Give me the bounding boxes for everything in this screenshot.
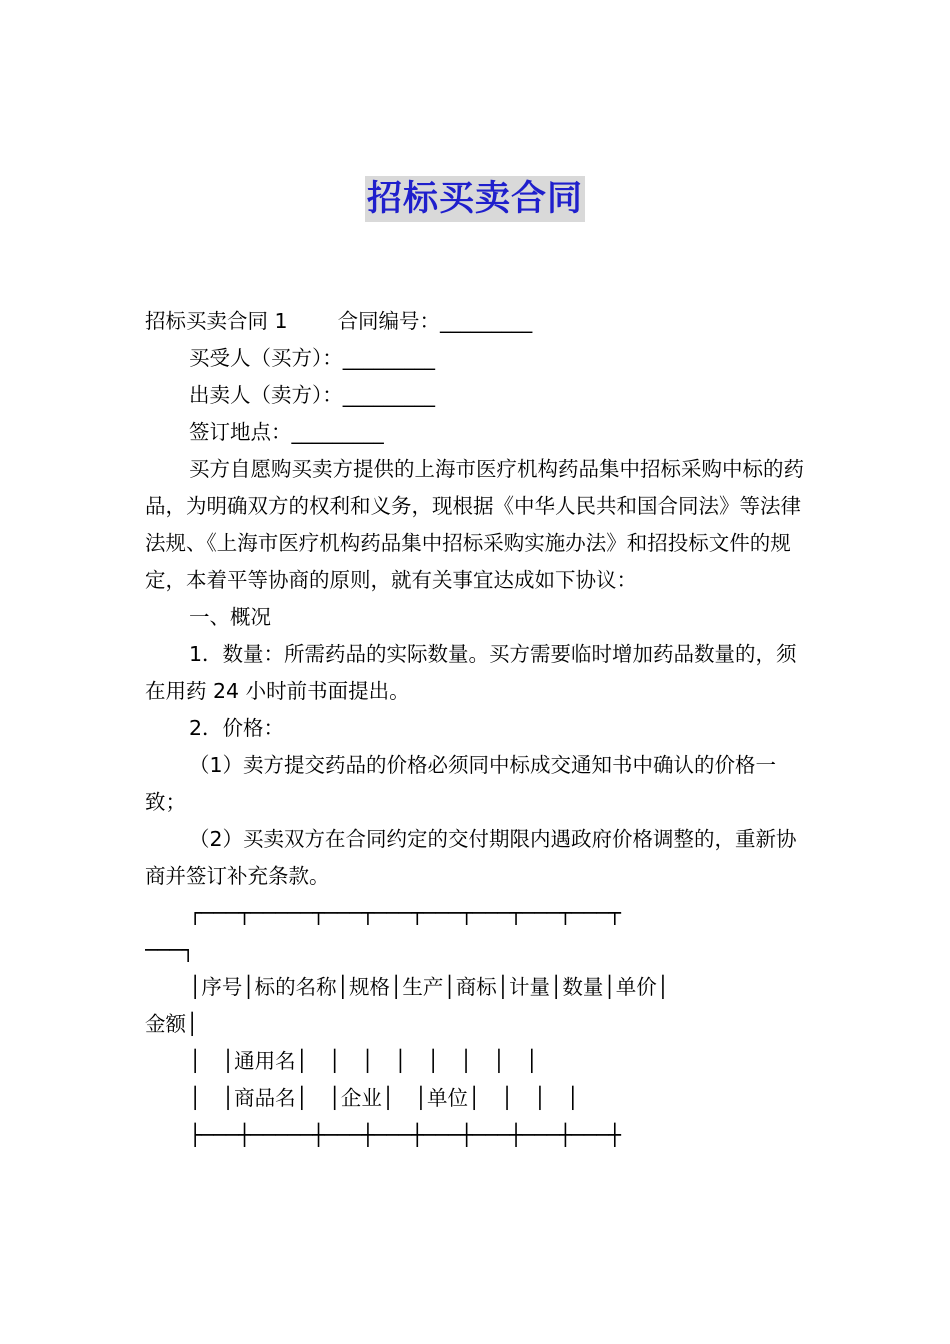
intro-paragraph: 买方自愿购买卖方提供的上海市医疗机构药品集中招标采购中标的药品，为明确双方的权利和义务，现根据《中华人民共和国合同法》等法律法规、《上海市医疗机构药品集中招标采购实施办法》和招投标文件的规定，本着平等协商的原则，就有关事宜达成如下协议： [145, 457, 804, 592]
table-header-row-3: │ │商品名│ │企业│ │单位│ │ │ │ [189, 1086, 579, 1110]
section-overview-heading: 一、概况 [189, 605, 271, 629]
table-middle-border: ├───┼─────┼───┼───┼───┼───┼───┼───┼ [189, 1123, 621, 1147]
contract-name: 招标买卖合同 1 [145, 309, 288, 333]
contract-header-line [145, 303, 810, 340]
contract-number: 合同编号：_________ [337, 309, 533, 333]
table-header-row-wrap: 金额│ [145, 1012, 199, 1036]
price-clause-1: （1）卖方提交药品的价格必须同中标成交通知书中确认的价格一致； [145, 753, 777, 814]
buyer-line: 买受人（买方）：_________ [189, 346, 435, 370]
table-top-border-wrap: ───┐ [145, 938, 195, 962]
quantity-clause: 1．数量：所需药品的实际数量。买方需要临时增加药品数量的，须在用药 24 小时前书面提出。 [145, 642, 797, 703]
table-top-border: ┌───┬─────┬───┬───┬───┬───┬───┬───┬ [189, 901, 621, 925]
table-header-row: │序号│标的名称│规格│生产│商标│计量│数量│单价│ [189, 975, 670, 999]
contract-body [145, 303, 810, 1154]
document-title-text: 招标买卖合同 [365, 176, 585, 222]
seller-line: 出卖人（卖方）：_________ [189, 383, 435, 407]
price-clause-2: （2）买卖双方在合同约定的交付期限内遇政府价格调整的，重新协商并签订补充条款。 [145, 827, 797, 888]
price-clause-heading: 2．价格： [189, 716, 285, 740]
table-header-row-2: │ │通用名│ │ │ │ │ │ │ │ [189, 1049, 538, 1073]
document-title [0, 176, 950, 222]
signing-place-line: 签订地点：_________ [189, 420, 384, 444]
